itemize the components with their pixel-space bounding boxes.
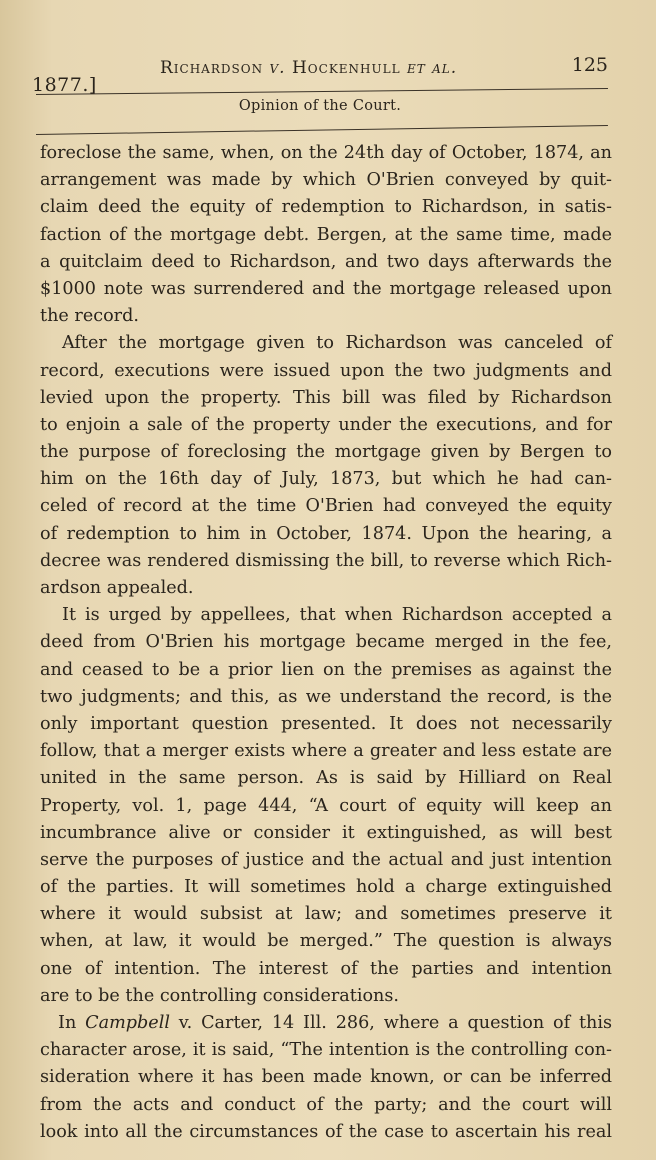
- text-line: the purpose of foreclosing the mortgage given by Bergen to: [40, 442, 612, 463]
- text-line: where it would subsist at law; and sometimes preserve it: [40, 904, 612, 925]
- case-title-etal: et al.: [406, 58, 458, 78]
- case-title-part2: Hockenhull: [291, 58, 401, 78]
- text-line: It is urged by appellees, that when Richardson accepted a: [62, 605, 612, 626]
- text-line: a quitclaim deed to Richardson, and two days afterwards the: [40, 251, 612, 272]
- text-line: are to be the controlling considerations.: [40, 985, 399, 1006]
- text-line: Property, vol. 1, page 444, “A court of equity will keep an: [40, 795, 612, 816]
- page-number: 125: [571, 54, 608, 76]
- text-line: one of intention. The interest of the parties and intention: [40, 958, 612, 979]
- text-line: him on the 16th day of July, 1873, but which he had can-: [40, 469, 612, 490]
- text-line: when, at law, it would be merged.” The question is always: [40, 931, 612, 952]
- text-line-citation: [40, 1010, 612, 1037]
- text-line: to enjoin a sale of the property under the executions, and for: [40, 414, 612, 435]
- text-line: the record.: [40, 306, 139, 327]
- text-line: only important question presented. It does not necessarily: [40, 713, 612, 734]
- text-line: deed from O'Brien his mortgage became merged in the fee,: [40, 632, 612, 653]
- text-line: character arose, it is said, “The intention is the controlling con-: [40, 1040, 612, 1061]
- text-line: incumbrance alive or consider it extinguished, as will best: [40, 822, 612, 843]
- text-line: united in the same person. As is said by Hilliard on Real: [40, 768, 612, 789]
- citation-prefix: In: [58, 1013, 77, 1033]
- text-line: from the acts and conduct of the party; and the court will: [40, 1094, 612, 1115]
- text-line: and ceased to be a prior lien on the premises as against the: [40, 659, 612, 680]
- text-line: two judgments; and this, as we understand the record, is the: [40, 686, 612, 707]
- running-head-case-title: [160, 58, 457, 78]
- text-line: claim deed the equity of redemption to Richardson, in satis-: [40, 197, 612, 218]
- text-line: of redemption to him in October, 1874. Upon the hearing, a: [40, 523, 612, 544]
- text-line: look into all the circumstances of the case to ascertain his real: [40, 1121, 612, 1142]
- text-line: foreclose the same, when, on the 24th day of October, 1874, an: [40, 143, 612, 163]
- running-head-year: 1877.]: [32, 74, 97, 96]
- text-line: ardson appealed.: [40, 578, 194, 598]
- text-line: faction of the mortgage debt. Bergen, at the same time, made: [40, 224, 612, 245]
- text-line: follow, that a merger exists where a greater and less estate are: [40, 741, 612, 762]
- text-line: of the parties. It will sometimes hold a charge extinguished: [40, 877, 612, 898]
- running-head: [32, 52, 612, 96]
- text-line: levied upon the property. This bill was filed by Richardson: [40, 387, 612, 408]
- text-line: serve the purposes of justice and the actual and just intention: [40, 849, 612, 870]
- text-line: sideration where it has been made known, or can be inferred: [40, 1067, 612, 1088]
- text-line: $1000 note was surrendered and the mortgage released upon: [40, 278, 612, 299]
- header-rule-bottom: [36, 125, 608, 135]
- text-line: After the mortgage given to Richardson was canceled of: [62, 333, 612, 354]
- text-line: decree was rendered dismissing the bill, to reverse which Rich-: [40, 550, 612, 571]
- citation-case-name: Campbell: [85, 1013, 170, 1033]
- case-title-part1: Richardson: [160, 58, 264, 78]
- section-subheading: Opinion of the Court.: [238, 98, 402, 114]
- text-line: celed of record at the time O'Brien had conveyed the equity: [40, 496, 612, 517]
- opinion-text: [40, 140, 612, 1146]
- text-line: arrangement was made by which O'Brien conveyed by quit-: [40, 170, 612, 191]
- citation-rest: v. Carter, 14 Ill. 286, where a question of this: [178, 1013, 612, 1033]
- text-line: record, executions were issued upon the two judgments and: [40, 360, 612, 381]
- case-title-v: v.: [269, 58, 286, 78]
